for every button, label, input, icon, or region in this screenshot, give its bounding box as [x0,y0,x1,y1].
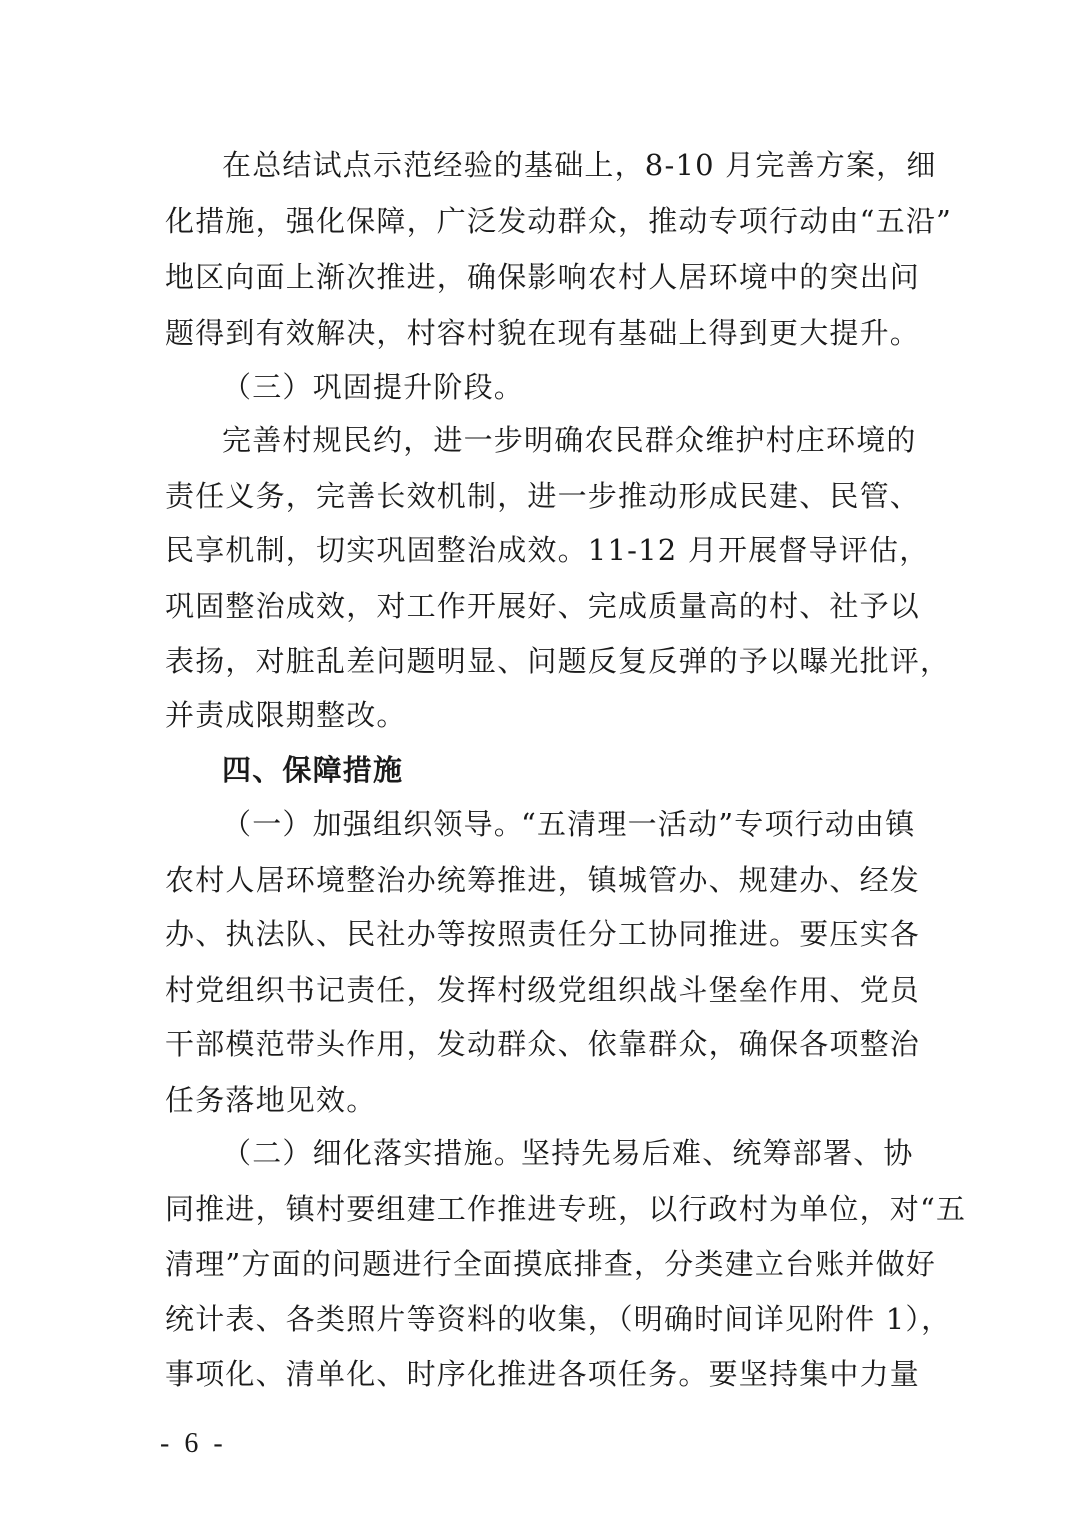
paragraph-line: 巩固整治成效，对工作开展好、完成质量高的村、社予以 [165,589,921,623]
subsection-heading: （一）加强组织领导。 [222,807,525,841]
paragraph-line: 统计表、各类照片等资料的收集，（明确时间详见附件 1）， [165,1302,952,1336]
paragraph-line: 坚持先易后难、统筹部署、协 [521,1136,914,1170]
paragraph-line: 在总结试点示范经验的基础上，8-10 月完善方案，细 [222,148,937,182]
paragraph-line: 化措施，强化保障，广泛发动群众，推动专项行动由“五沿” [165,204,953,238]
paragraph-line: 干部模范带头作用，发动群众、依靠群众，确保各项整治 [165,1027,921,1061]
paragraph-line: 农村人居环境整治办统筹推进，镇城管办、规建办、经发 [165,863,921,897]
paragraph-line: 责任义务，完善长效机制，进一步推动形成民建、民管、 [165,479,921,513]
paragraph-line: 并责成限期整改。 [165,698,407,732]
paragraph-line: 清理”方面的问题进行全面摸底排查，分类建立台账并做好 [165,1247,937,1281]
paragraph-line: “五清理一活动”专项行动由镇 [521,807,916,841]
paragraph-line: 任务落地见效。 [165,1083,377,1117]
paragraph-line: 同推进，镇村要组建工作推进专班，以行政村为单位，对“五 [165,1192,967,1226]
page-number: - 6 - [160,1428,227,1459]
subsection-heading: （二）细化落实措施。 [222,1136,525,1170]
section-heading: 四、保障措施 [222,753,404,787]
paragraph-line: 办、执法队、民社办等按照责任分工协同推进。要压实各 [165,917,921,951]
paragraph-line: 民享机制，切实巩固整治成效。11-12 月开展督导评估， [165,533,930,567]
paragraph-line: 完善村规民约，进一步明确农民群众维护村庄环境的 [222,423,917,457]
paragraph-line: 题得到有效解决，村容村貌在现有基础上得到更大提升。 [165,316,921,350]
subsection-heading: （三）巩固提升阶段。 [222,370,525,404]
paragraph-line: 村党组织书记责任，发挥村级党组织战斗堡垒作用、党员 [165,973,921,1007]
paragraph-line: 表扬，对脏乱差问题明显、问题反复反弹的予以曝光批评， [165,644,951,678]
paragraph-line: 事项化、清单化、时序化推进各项任务。要坚持集中力量 [165,1357,921,1391]
paragraph-line: 地区向面上渐次推进，确保影响农村人居环境中的突出问 [165,260,921,294]
